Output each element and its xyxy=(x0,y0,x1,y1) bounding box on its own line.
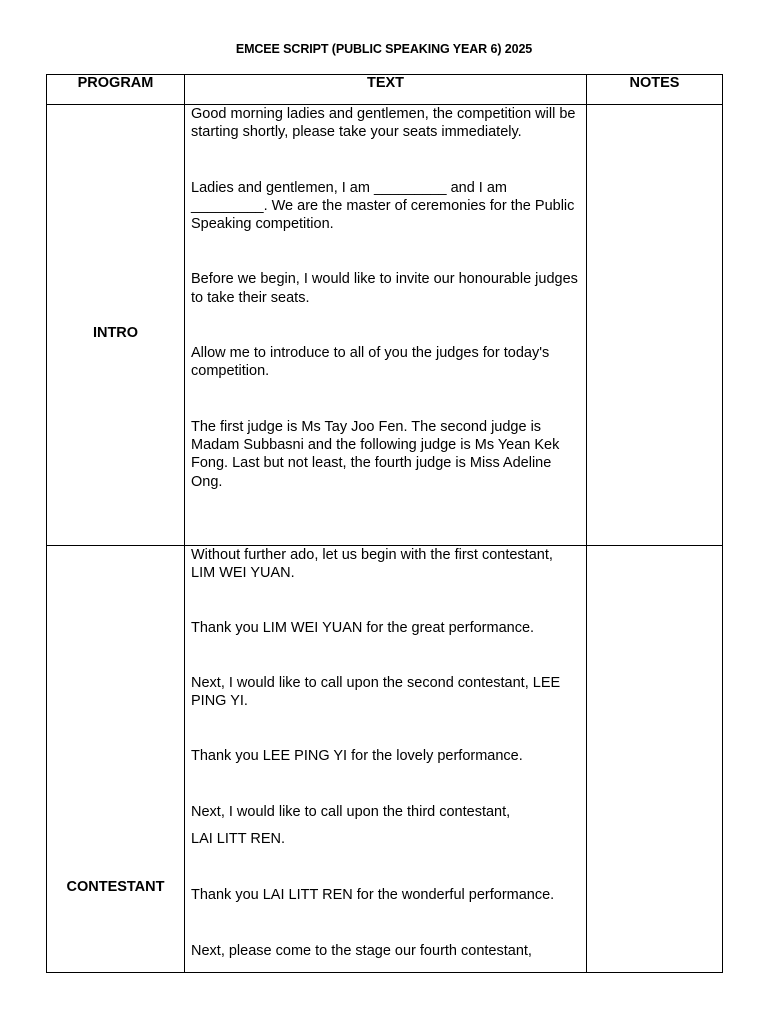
table-row-intro xyxy=(47,105,723,546)
script-paragraph: Next, please come to the stage our fourth contestant, xyxy=(191,942,532,959)
program-label: INTRO xyxy=(92,325,139,341)
script-paragraph: Without further ado, let us begin with the first contestant, LIM WEI YUAN. xyxy=(191,547,553,582)
program-cell-intro xyxy=(47,105,185,546)
script-paragraph: Allow me to introduce to all of you the judges for today's competition. xyxy=(191,345,550,380)
emcee-script-table xyxy=(46,74,723,973)
text-cell-intro xyxy=(185,105,587,546)
script-paragraph: Good morning ladies and gentlemen, the competition will be starting shortly, please take your seats immediately. xyxy=(191,106,576,141)
script-paragraph: Thank you LIM WEI YUAN for the great performance. xyxy=(191,619,535,636)
page-title: EMCEE SCRIPT (PUBLIC SPEAKING YEAR 6) 2025 xyxy=(235,42,533,56)
program-label: CONTESTANT xyxy=(66,879,165,895)
table-row-contestant xyxy=(47,546,723,973)
header-program: PROGRAM xyxy=(47,75,185,105)
notes-cell-contestant xyxy=(587,546,723,973)
script-paragraph: Before we begin, I would like to invite our honourable judges to take their seats. xyxy=(191,271,578,306)
script-paragraph: The first judge is Ms Tay Joo Fen. The second judge is Madam Subbasni and the following judge is Ms Yean Kek Fong. Last but not least, the fourth judge is Miss Adeline Ong. xyxy=(191,418,560,490)
notes-cell-intro xyxy=(587,105,723,546)
program-cell-contestant xyxy=(47,546,185,973)
header-text: TEXT xyxy=(185,75,587,105)
script-paragraph: Thank you LEE PING YI for the lovely performance. xyxy=(191,748,523,765)
header-row xyxy=(47,75,723,105)
script-paragraph: Ladies and gentlemen, I am _________ and I am _________. We are the master of ceremonies for the Public Speaking competition. xyxy=(191,179,575,233)
script-paragraph: Next, I would like to call upon the third contestant, xyxy=(191,803,511,820)
script-paragraph: Thank you LAI LITT REN for the wonderful performance. xyxy=(191,887,555,904)
text-cell-contestant xyxy=(185,546,587,973)
script-paragraph: Next, I would like to call upon the second contestant, LEE PING YI. xyxy=(191,674,561,710)
script-paragraph: LAI LITT REN. xyxy=(191,831,286,848)
header-notes: NOTES xyxy=(587,75,723,105)
